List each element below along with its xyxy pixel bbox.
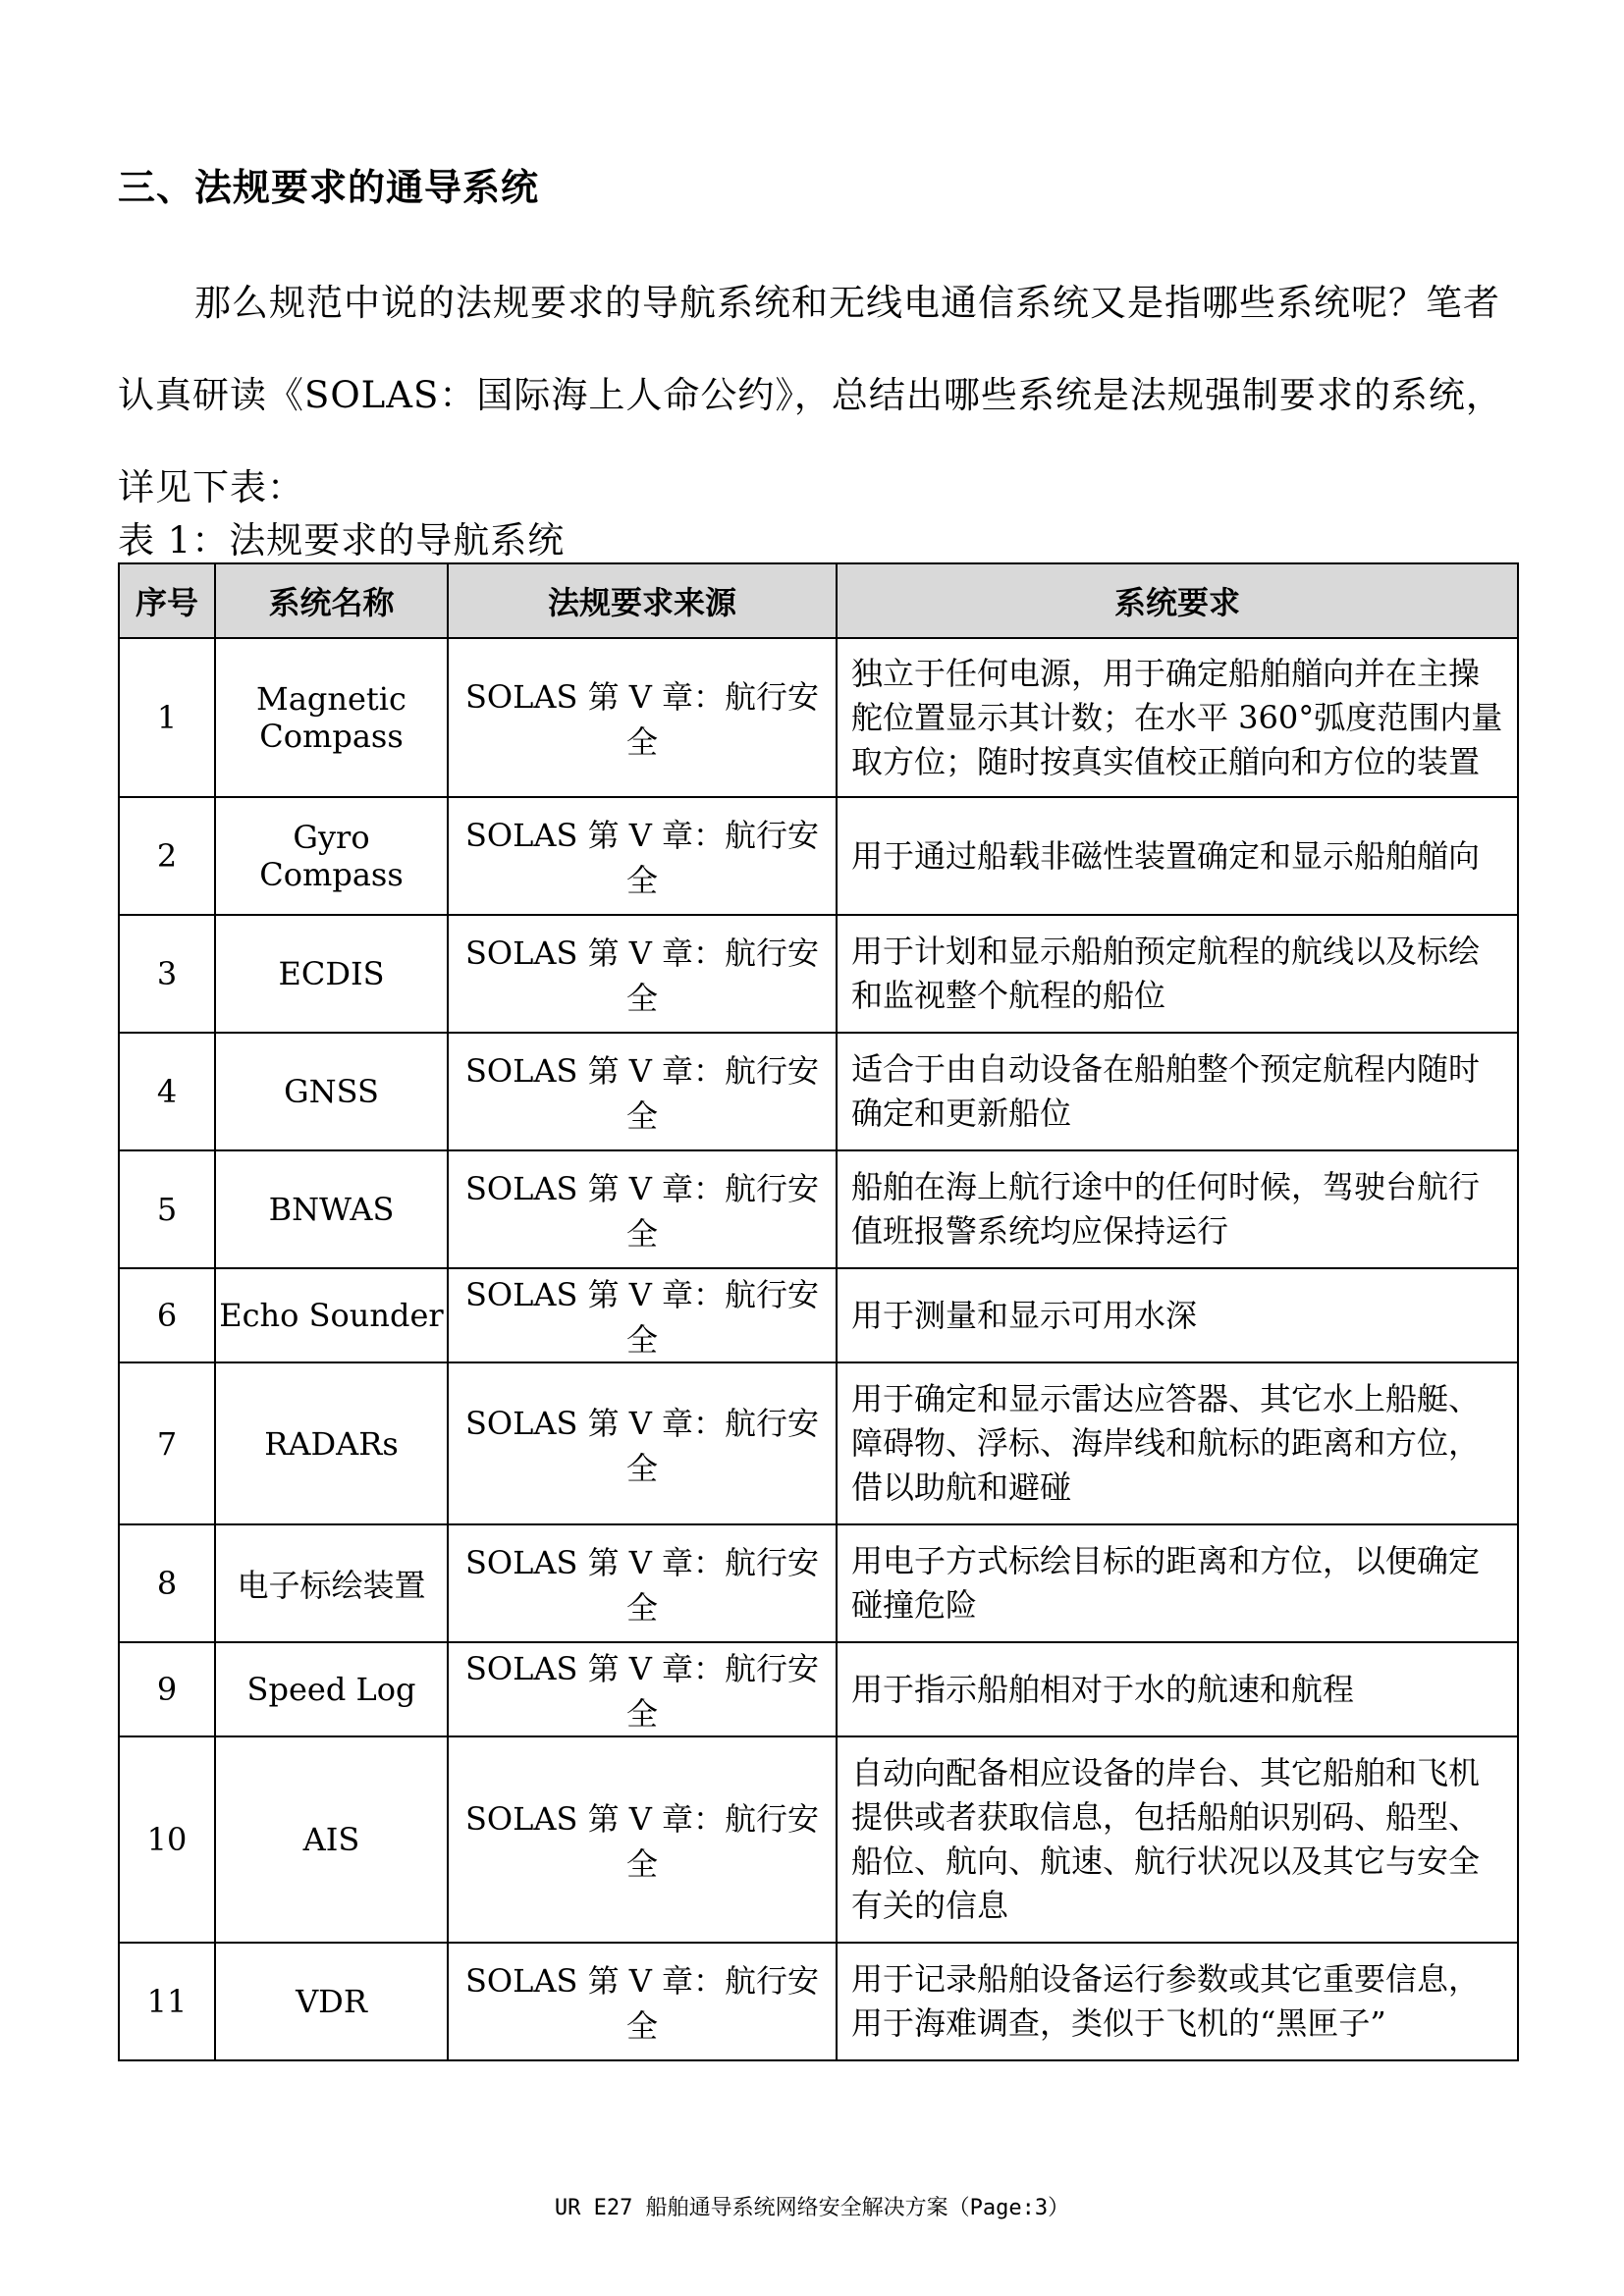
system-name: 电子标绘装置: [215, 1524, 448, 1642]
row-number: 10: [119, 1736, 215, 1943]
table-row: [119, 1268, 1518, 1362]
system-requirement: 用于测量和显示可用水深: [837, 1268, 1518, 1362]
system-name: RADARs: [215, 1362, 448, 1524]
header-system-requirement: 系统要求: [837, 563, 1518, 638]
row-number: 5: [119, 1150, 215, 1268]
table-row: [119, 1362, 1518, 1524]
regulation-source: SOLAS 第 V 章：航行安全: [448, 1033, 837, 1150]
intro-paragraph: 那么规范中说的法规要求的导航系统和无线电通信系统又是指哪些系统呢？笔者认真研读《SOLAS：国际海上人命公约》，总结出哪些系统是法规强制要求的系统，详见下表：: [118, 282, 1503, 508]
system-name: VDR: [215, 1943, 448, 2060]
table-row: [119, 797, 1518, 915]
system-name: Gyro Compass: [215, 797, 448, 915]
table-row: [119, 638, 1518, 797]
system-requirement: 用于指示船舶相对于水的航速和航程: [837, 1642, 1518, 1736]
table-row: [119, 1033, 1518, 1150]
regulation-source: SOLAS 第 V 章：航行安全: [448, 1943, 837, 2060]
system-requirement: 用于计划和显示船舶预定航程的航线以及标绘和监视整个航程的船位: [837, 915, 1518, 1033]
system-requirement: 适合于由自动设备在船舶整个预定航程内随时确定和更新船位: [837, 1033, 1518, 1150]
row-number: 11: [119, 1943, 215, 2060]
system-name: BNWAS: [215, 1150, 448, 1268]
system-name: Magnetic Compass: [215, 638, 448, 797]
row-number: 2: [119, 797, 215, 915]
regulation-source: SOLAS 第 V 章：航行安全: [448, 638, 837, 797]
table-row: [119, 915, 1518, 1033]
row-number: 6: [119, 1268, 215, 1362]
regulation-source: SOLAS 第 V 章：航行安全: [448, 1268, 837, 1362]
system-requirement: 用电子方式标绘目标的距离和方位，以便确定碰撞危险: [837, 1524, 1518, 1642]
row-number: 8: [119, 1524, 215, 1642]
system-name: GNSS: [215, 1033, 448, 1150]
table-row: [119, 1642, 1518, 1736]
table-row: [119, 1524, 1518, 1642]
system-requirement: 自动向配备相应设备的岸台、其它船舶和飞机提供或者获取信息，包括船舶识别码、船型、船位、航向、航速、航行状况以及其它与安全有关的信息: [837, 1736, 1518, 1943]
header-system-name: 系统名称: [215, 563, 448, 638]
regulation-source: SOLAS 第 V 章：航行安全: [448, 915, 837, 1033]
system-requirement: 独立于任何电源，用于确定船舶艏向并在主操舵位置显示其计数；在水平 360°弧度范围内量取方位；随时按真实值校正艏向和方位的装置: [837, 638, 1518, 797]
table-caption: 表 1：法规要求的导航系统: [118, 519, 566, 561]
system-requirement: 用于通过船载非磁性装置确定和显示船舶艏向: [837, 797, 1518, 915]
regulation-source: SOLAS 第 V 章：航行安全: [448, 797, 837, 915]
regulation-source: SOLAS 第 V 章：航行安全: [448, 1642, 837, 1736]
row-number: 9: [119, 1642, 215, 1736]
system-name: Echo Sounder: [215, 1268, 448, 1362]
row-number: 1: [119, 638, 215, 797]
regulation-source: SOLAS 第 V 章：航行安全: [448, 1362, 837, 1524]
system-name: ECDIS: [215, 915, 448, 1033]
table-row: [119, 1736, 1518, 1943]
system-requirement: 船舶在海上航行途中的任何时候，驾驶台航行值班报警系统均应保持运行: [837, 1150, 1518, 1268]
system-name: Speed Log: [215, 1642, 448, 1736]
row-number: 7: [119, 1362, 215, 1524]
navigation-systems-table: [118, 562, 1519, 2061]
header-regulation-source: 法规要求来源: [448, 563, 837, 638]
header-no: 序号: [119, 563, 215, 638]
row-number: 3: [119, 915, 215, 1033]
page-footer: UR E27 船舶通导系统网络安全解决方案（Page:3）: [554, 2196, 1070, 2220]
regulation-source: SOLAS 第 V 章：航行安全: [448, 1524, 837, 1642]
row-number: 4: [119, 1033, 215, 1150]
system-requirement: 用于确定和显示雷达应答器、其它水上船艇、障碍物、浮标、海岸线和航标的距离和方位，借以助航和避碰: [837, 1362, 1518, 1524]
table-header-row: [119, 563, 1518, 638]
regulation-source: SOLAS 第 V 章：航行安全: [448, 1736, 837, 1943]
table-row: [119, 1943, 1518, 2060]
section-heading: 三、法规要求的通导系统: [118, 166, 540, 209]
regulation-source: SOLAS 第 V 章：航行安全: [448, 1150, 837, 1268]
system-requirement: 用于记录船舶设备运行参数或其它重要信息，用于海难调查，类似于飞机的“黑匣子”: [837, 1943, 1518, 2060]
system-name: AIS: [215, 1736, 448, 1943]
table-row: [119, 1150, 1518, 1268]
